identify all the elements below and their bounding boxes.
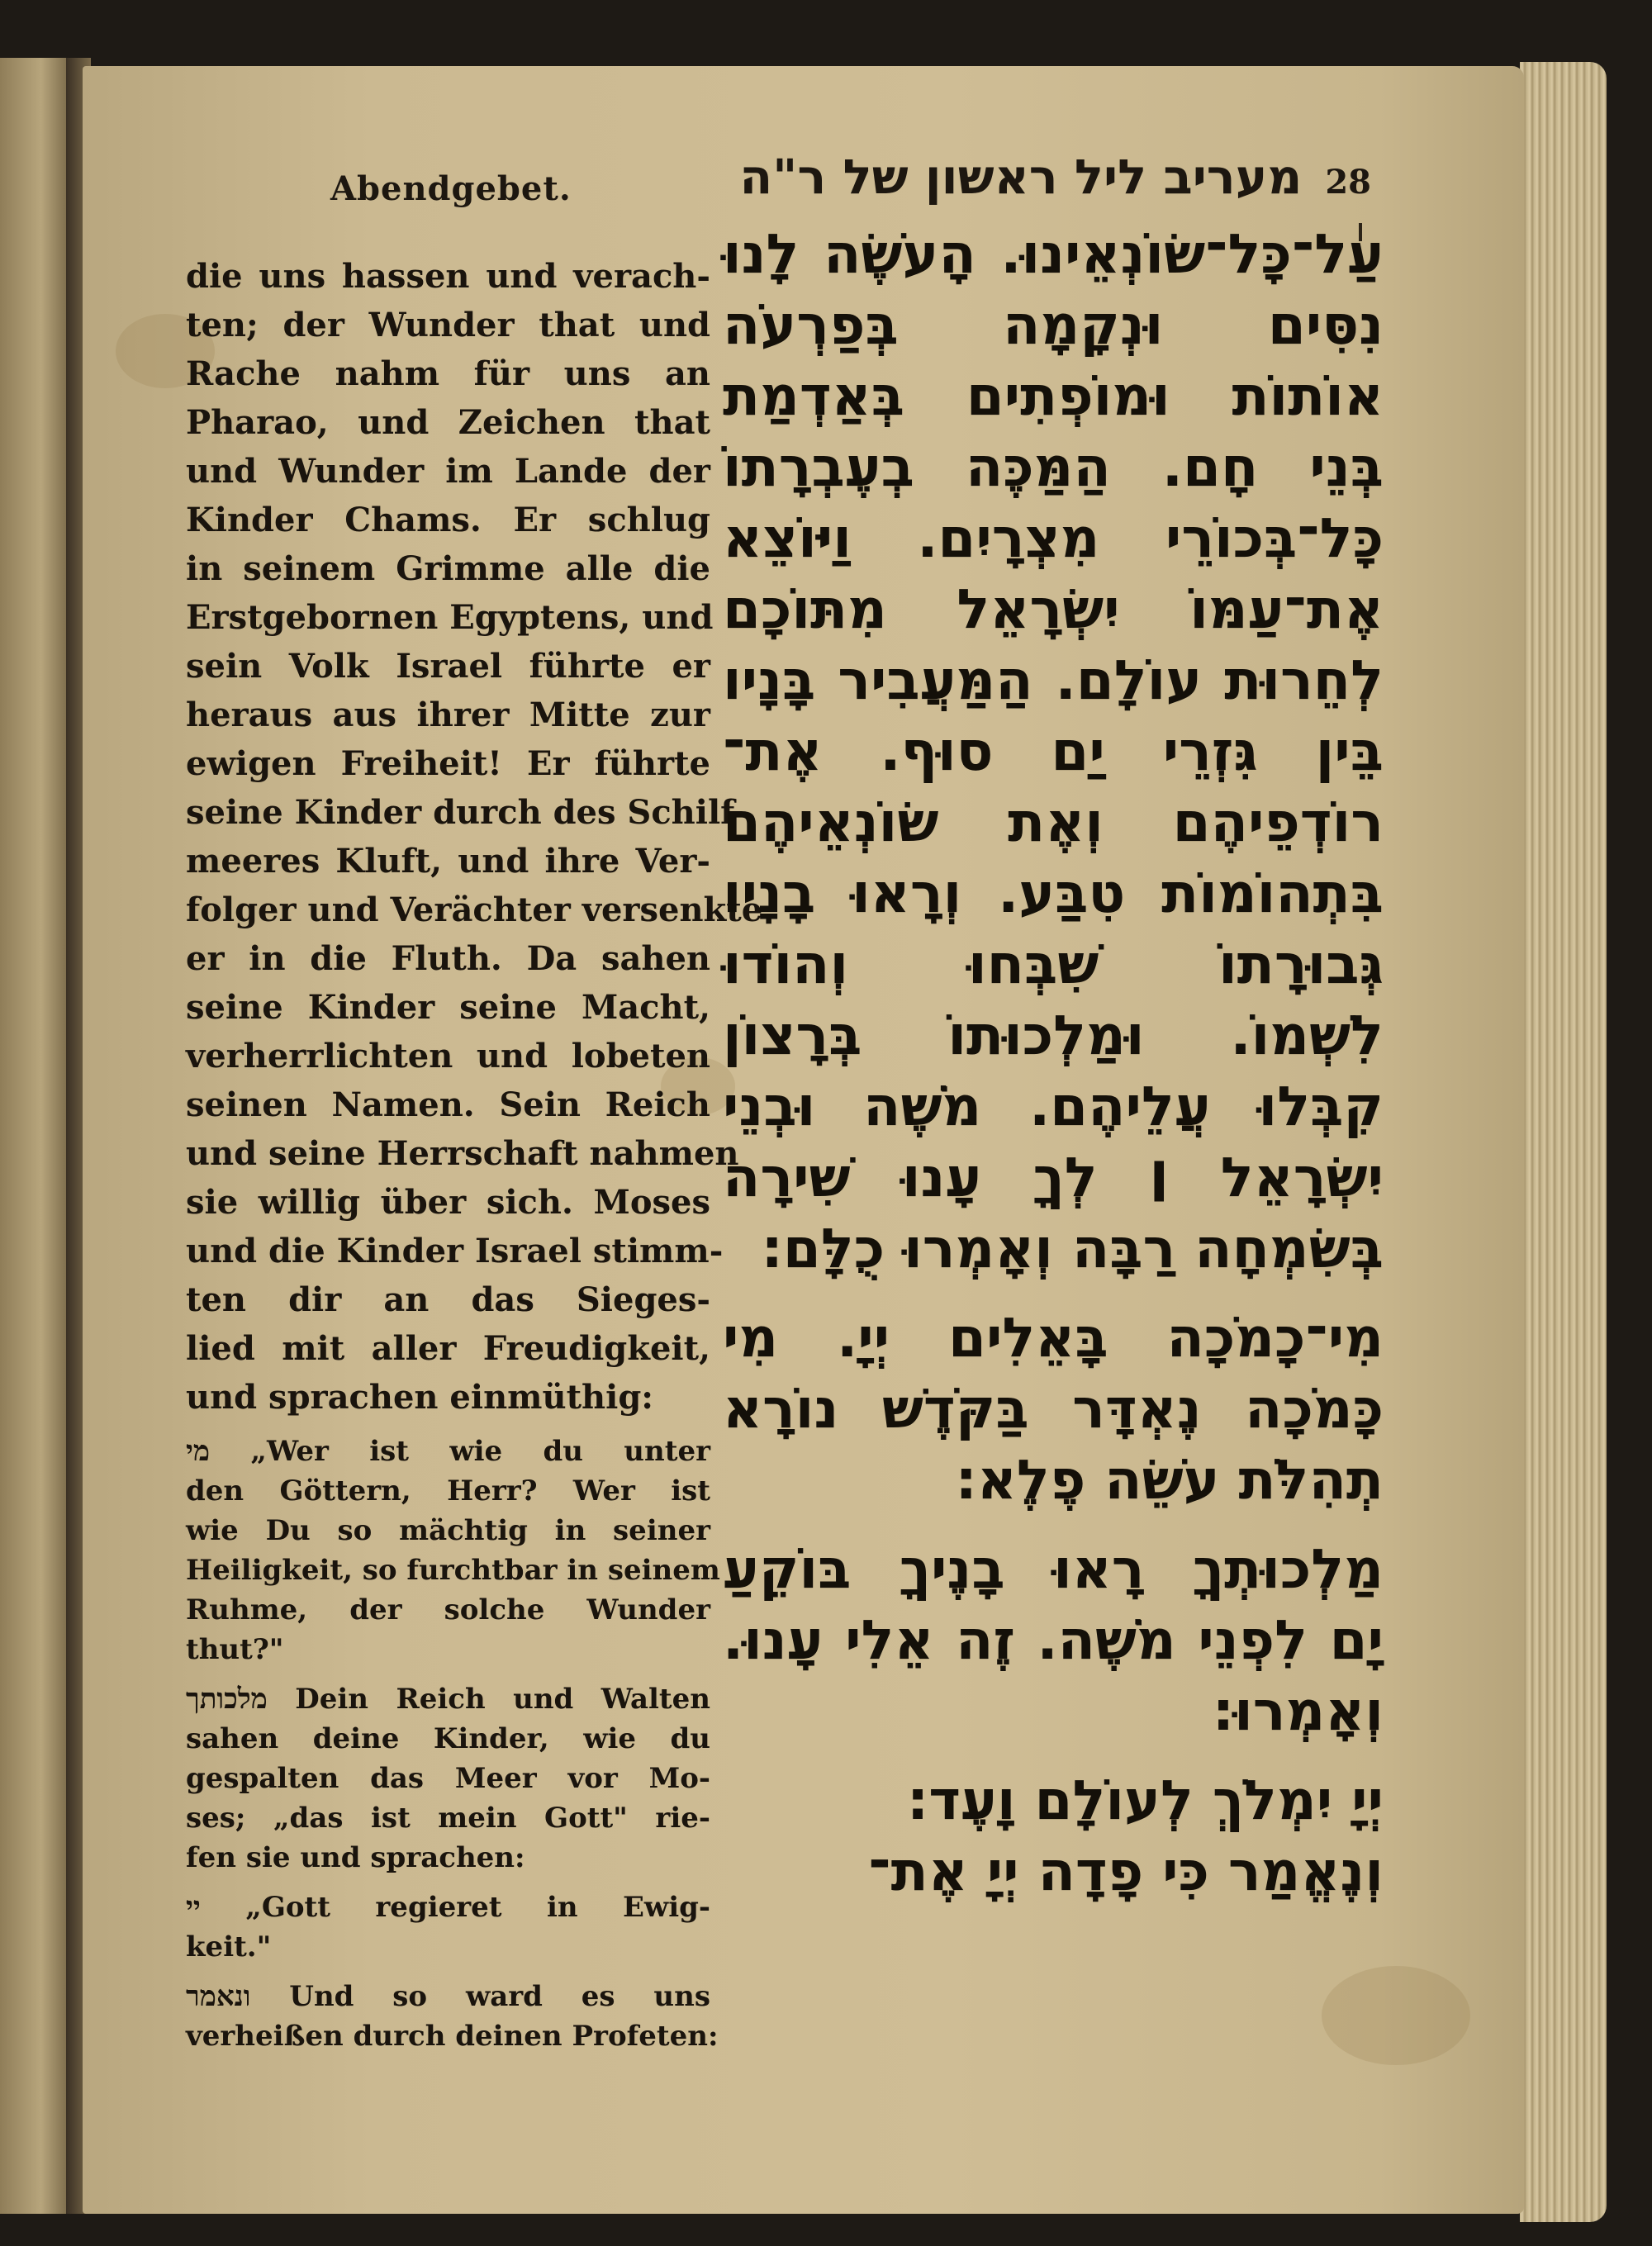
hebrew-line: בְּנֵי חָם. הַמַּכֶּה בְעֶבְרָתוֹ xyxy=(723,435,1384,499)
german-veneemar-line: ונאמר Und so ward es uns xyxy=(186,1980,710,2013)
german-mi-kamocha-line: Heiligkeit, so furchtbar in seinem xyxy=(186,1554,720,1587)
german-mi-kamocha-line: Ruhme, der solche Wunder xyxy=(186,1593,710,1626)
hebrew-line: בְּשִׂמְחָה רַבָּה וְאָמְרוּ כֻלָּם: xyxy=(761,1217,1384,1280)
hebrew-line: אוֹתוֹת וּמוֹפְתִים בְּאַדְמַת xyxy=(723,364,1384,428)
german-line: heraus aus ihrer Mitte zur xyxy=(186,696,710,734)
hebrew-line: לְחֵרוּת עוֹלָם. הַמַּעֲבִיר בָּנָיו xyxy=(723,648,1384,712)
german-mi-kamocha-line: מי „Wer ist wie du unter xyxy=(186,1435,710,1468)
hebrew-line: עַל־כָּל־שׂוֹנְאֵינוּ. הָעֹשֶׂה לָנוּ xyxy=(723,222,1384,286)
german-adonai-yimloch-line: keit." xyxy=(186,1930,272,1963)
german-malchutcha-line: gespalten das Meer vor Mo- xyxy=(186,1762,710,1795)
hebrew-line: נִסִּים וּנְקָמָה בְּפַרְעֹה xyxy=(723,293,1384,357)
german-line: sie willig über sich. Moses xyxy=(186,1183,710,1222)
hebrew-prayer-column xyxy=(723,219,1384,2086)
hebrew-veneemar-line: וְנֶאֱמַר כִּי פָדָה יְיָ אֶת־ xyxy=(868,1840,1384,1903)
german-line: und seine Herrschaft nahmen xyxy=(186,1134,739,1173)
german-line: Rache nahm für uns an xyxy=(186,354,710,393)
german-malchutcha-line: sahen deine Kinder, wie du xyxy=(186,1722,710,1755)
hebrew-header-title: מעריב ליל ראשון של ר"ה xyxy=(739,149,1303,205)
german-adonai-yimloch-line: יי „Gott regieret in Ewig- xyxy=(186,1891,710,1924)
hebrew-mi-kamocha-line: מִי־כָמֹכָה בָּאֵלִים יְיָ. מִי xyxy=(723,1306,1384,1370)
german-line: ten; der Wunder that und xyxy=(186,306,710,344)
hebrew-running-header xyxy=(727,149,1371,215)
hebrew-malchutcha-line: וְאָמְרוּ: xyxy=(1212,1679,1384,1743)
german-line: ewigen Freiheit! Er führte xyxy=(186,744,710,783)
hebrew-line: קִבְּלוּ עֲלֵיהֶם. מֹשֶׁה וּבְנֵי xyxy=(723,1075,1384,1138)
german-line: und die Kinder Israel stimm- xyxy=(186,1232,724,1270)
hebrew-line: בִּתְהוֹמוֹת טִבַּע. וְרָאוּ בָנָיו xyxy=(723,862,1384,925)
german-line: sein Volk Israel führte er xyxy=(186,647,710,686)
german-line: die uns hassen und verach- xyxy=(186,257,710,296)
hebrew-adonai-yimloch-line: יְיָ יִמְלֹךְ לְעוֹלָם וָעֶד: xyxy=(906,1769,1384,1832)
hebrew-line: לִשְׁמוֹ. וּמַלְכוּתוֹ בְּרָצוֹן xyxy=(723,1004,1384,1067)
german-line: meeres Kluft, und ihre Ver- xyxy=(186,842,710,881)
german-line: seine Kinder seine Macht, xyxy=(186,988,710,1027)
hebrew-line: אֶת־עַמּוֹ יִשְׂרָאֵל מִתּוֹכָם xyxy=(723,577,1384,641)
german-running-header: Abendgebet. xyxy=(330,169,572,208)
hebrew-line: גְּבוּרָתוֹ שִׁבְּחוּ וְהוֹדוּ xyxy=(723,933,1384,996)
german-line: folger und Verächter versenkte xyxy=(186,890,763,929)
german-line: er in die Fluth. Da sahen xyxy=(186,939,710,978)
hebrew-line: בֵּין גִּזְרֵי יַם סוּף. אֶת־ xyxy=(723,719,1384,783)
hebrew-mi-kamocha-line: כָּמֹכָה נֶאְדָּר בַּקֹּדֶשׁ נוֹרָא xyxy=(723,1377,1384,1441)
hebrew-malchutcha-line: מַלְכוּתְךָ רָאוּ בָנֶיךָ בּוֹקֵעַ xyxy=(723,1537,1384,1601)
previous-page-edge xyxy=(0,58,74,2214)
german-veneemar-line: verheißen durch deinen Profeten: xyxy=(186,2020,719,2053)
german-line: Kinder Chams. Er schlug xyxy=(186,501,710,539)
hebrew-line: רוֹדְפֵיהֶם וְאֶת שׂוֹנְאֵיהֶם xyxy=(723,791,1384,854)
german-line: und sprachen einmüthig: xyxy=(186,1378,654,1417)
hebrew-mi-kamocha-line: תְהִלֹּת עֹשֵׂה פֶלֶא: xyxy=(955,1448,1384,1512)
page-number: 28 xyxy=(1325,163,1371,202)
german-line: seinen Namen. Sein Reich xyxy=(186,1085,710,1124)
german-line: in seinem Grimme alle die xyxy=(186,549,710,588)
hebrew-malchutcha-line: יָם לִפְנֵי מֹשֶׁה. זֶה אֵלִי עָנוּ. xyxy=(723,1608,1384,1672)
german-translation-column xyxy=(186,252,763,2053)
german-line: Pharao, und Zeichen that xyxy=(186,403,710,442)
german-malchutcha-line: ses; „das ist mein Gott" rie- xyxy=(186,1802,710,1835)
page-stack-edge xyxy=(1520,62,1607,2222)
german-line: und Wunder im Lande der xyxy=(186,452,710,491)
german-line: seine Kinder durch des Schilf- xyxy=(186,793,748,832)
hebrew-line: יִשְׂרָאֵל ׀ לְךָ עָנוּ שִׁירָה xyxy=(723,1146,1384,1209)
german-malchutcha-line: מלכותך Dein Reich und Walten xyxy=(186,1683,710,1716)
german-mi-kamocha-line: thut?" xyxy=(186,1633,284,1666)
german-mi-kamocha-line: wie Du so mächtig in seiner xyxy=(186,1514,710,1547)
german-line: lied mit aller Freudigkeit, xyxy=(186,1329,710,1368)
german-line: Erstgebornen Egyptens, und xyxy=(186,598,714,637)
german-malchutcha-line: fen sie und sprachen: xyxy=(186,1841,525,1874)
german-mi-kamocha-line: den Göttern, Herr? Wer ist xyxy=(186,1474,710,1508)
german-line: verherrlichten und lobeten xyxy=(186,1037,710,1076)
german-line: ten dir an das Sieges- xyxy=(186,1280,710,1319)
hebrew-line: כָּל־בְּכוֹרֵי מִצְרָיִם. וַיּוֹצֵא xyxy=(723,506,1384,570)
